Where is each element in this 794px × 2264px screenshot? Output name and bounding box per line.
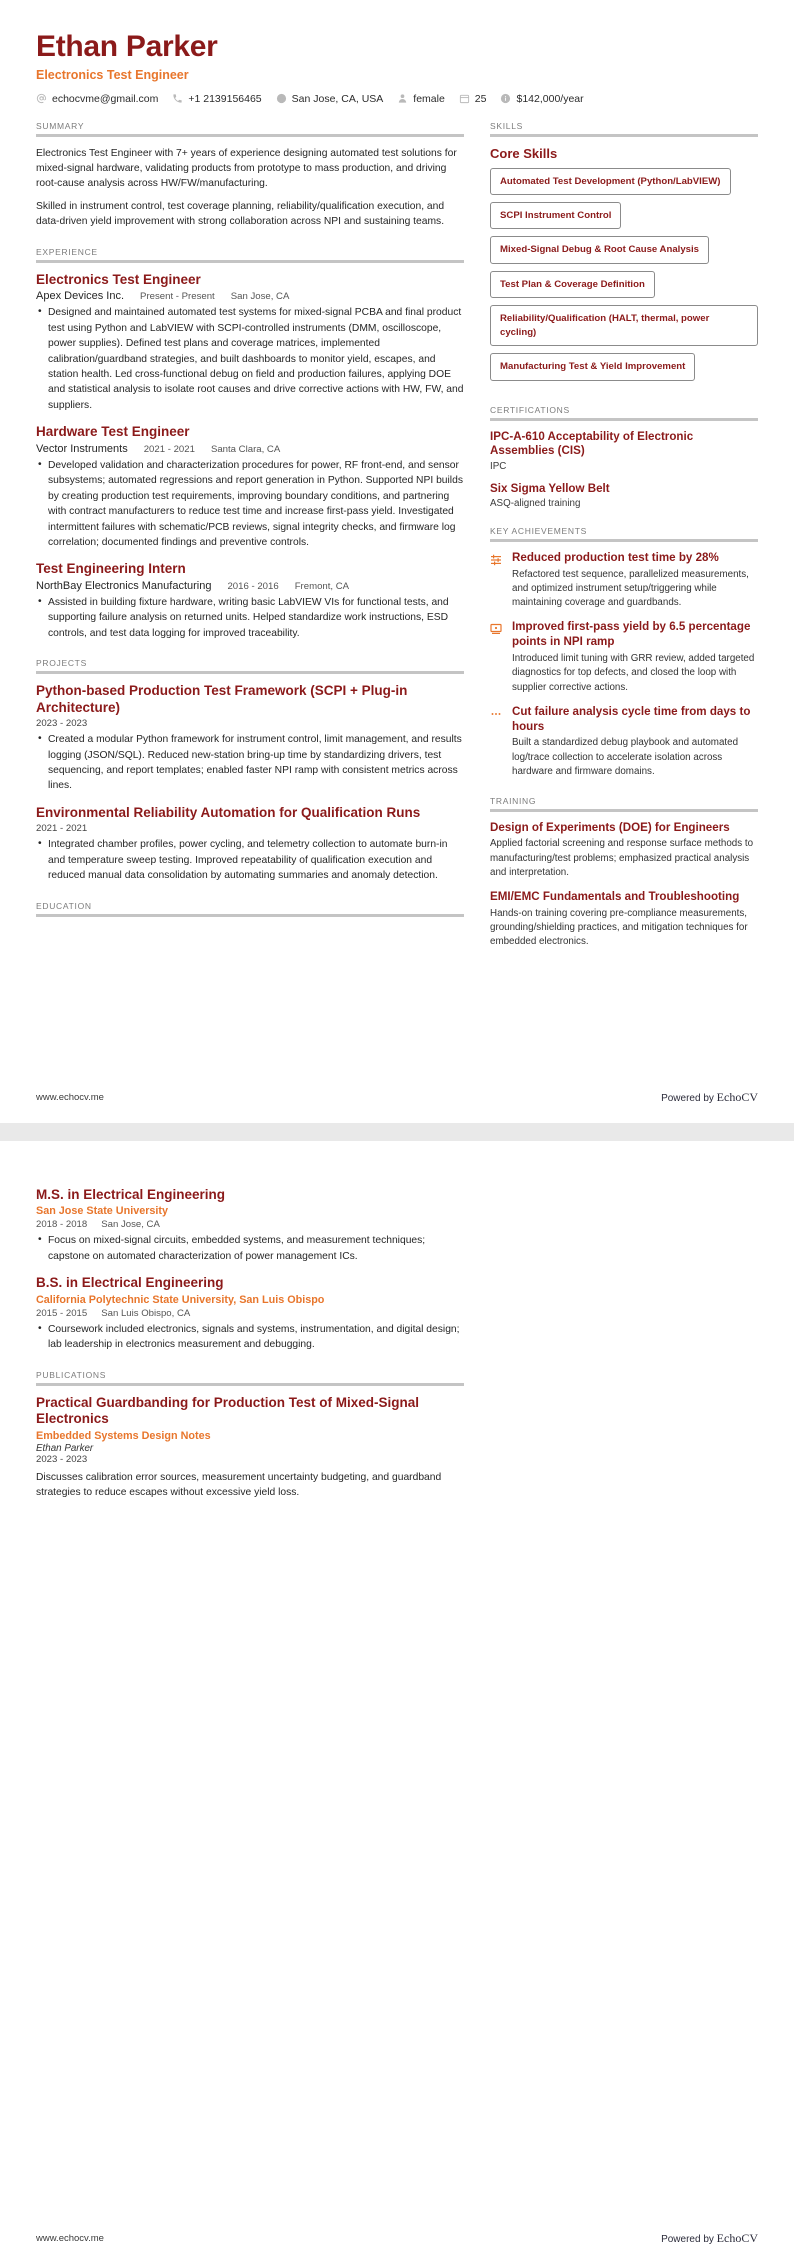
footer-brand — [661, 2231, 758, 2246]
contact-phone[interactable] — [172, 93, 261, 105]
section-education-heading — [36, 901, 464, 917]
bullet: • Created a modular Python framework for instrument control, limit management, and results logging (JSON/SQL). Reduced new-station bring-up time by standardizing drivers, test sequencing, and report templates; enabled faster NPI ramp with consistent metrics across lines. — [36, 732, 464, 794]
left-column-page2 — [36, 1187, 464, 1518]
contact-email[interactable] — [36, 93, 158, 105]
experience-company: Apex Devices Inc. — [36, 290, 125, 303]
section-title-education: EDUCATION — [36, 900, 92, 911]
calendar-icon — [459, 93, 470, 104]
section-title-experience: EXPERIENCE — [36, 246, 98, 257]
training-item — [490, 890, 758, 949]
education-bullets — [36, 1322, 464, 1353]
candidate-name: Ethan Parker — [36, 30, 218, 63]
education-dates: 2015 - 2015 — [36, 1307, 88, 1319]
location-icon — [276, 93, 287, 104]
section-title-training: TRAINING — [490, 795, 537, 806]
bullet: • Designed and maintained automated test systems for mixed-signal PCBA and final product test using Python and LabVIEW with SCPI-controlled instruments (DMM, oscilloscope, power supplies). Defined test plans and coverage matrices, implemented calibration/guardband strategies, and built dashboards to monitor yield, escapes, and station health. Led cross-functional debug on field and production failures, applying DOE and statistical analysis to isolate root causes and drive corrective actions with HW, FW, and suppliers. — [36, 305, 464, 413]
contact-age-text: 25 — [474, 92, 487, 105]
section-projects — [36, 658, 464, 883]
project-dates: 2023 - 2023 — [36, 718, 88, 730]
experience-dates: Present - Present — [140, 291, 215, 303]
resume-page-2 — [0, 1141, 794, 2264]
education-bullets — [36, 1233, 464, 1264]
education-entry — [36, 1275, 464, 1352]
contact-row — [36, 93, 758, 105]
skill-tag-list — [490, 168, 758, 388]
email-icon — [36, 93, 47, 104]
footer-brand-name: EchoCV — [716, 2230, 758, 2245]
summary-paragraph-2: Skilled in instrument control, test coverage planning, reliability/qualification execution, and data-driven yield improvement with strong collaboration across NPI and sustaining teams. — [36, 200, 445, 228]
project-title: Python-based Production Test Framework (SCPI + Plug-in Architecture) — [36, 683, 408, 715]
achievement-item — [490, 620, 758, 694]
phone-icon — [172, 93, 183, 104]
section-rule — [490, 809, 758, 812]
project-entry — [36, 683, 464, 794]
training-title: Design of Experiments (DOE) for Engineers — [490, 820, 730, 834]
certification-item — [490, 482, 758, 509]
education-school: California Polytechnic State University, San Luis Obispo — [36, 1293, 325, 1306]
achievement-description: Built a standardized debug playbook and automated log/trace collection to accelerate isolation across hardware and firmware domains. — [512, 737, 739, 777]
footer-website[interactable]: www.echocv.me — [36, 1091, 104, 1103]
experience-company: NorthBay Electronics Manufacturing — [36, 579, 212, 592]
skill-tag[interactable]: SCPI Instrument Control — [490, 202, 621, 229]
education-degree: B.S. in Electrical Engineering — [36, 1275, 224, 1291]
contact-gender-text: female — [413, 92, 445, 105]
contact-location-text: San Jose, CA, USA — [291, 92, 384, 105]
training-item — [490, 821, 758, 880]
project-dates: 2021 - 2021 — [36, 823, 88, 835]
section-education — [36, 1187, 464, 1353]
training-title: EMI/EMC Fundamentals and Troubleshooting — [490, 890, 740, 904]
skill-tag[interactable]: Reliability/Qualification (HALT, thermal, power cycling) — [490, 305, 758, 346]
achievement-item — [490, 551, 758, 610]
certification-name: IPC-A-610 Acceptability of Electronic Assemblies (CIS) — [490, 429, 694, 458]
resume-header — [36, 30, 758, 105]
achievement-description: Refactored test sequence, parallelized measurements, and optimized instrument setup/triggering while maintaining coverage and guardbands. — [512, 568, 749, 609]
section-title-projects: PROJECTS — [36, 658, 87, 669]
project-entry — [36, 805, 464, 884]
experience-dates: 2016 - 2016 — [227, 580, 279, 592]
page-gap — [0, 1123, 794, 1141]
footer-powered-prefix: Powered by — [661, 2233, 717, 2245]
skill-group-title: Core Skills — [490, 145, 558, 161]
project-bullets — [36, 732, 464, 794]
section-title-key-achievements: KEY ACHIEVEMENTS — [490, 526, 588, 536]
publication-journal: Embedded Systems Design Notes — [36, 1429, 211, 1442]
section-rule — [490, 539, 758, 542]
section-title-publications: PUBLICATIONS — [36, 1369, 107, 1380]
skill-tag[interactable]: Manufacturing Test & Yield Improvement — [490, 353, 695, 380]
section-rule — [36, 260, 464, 263]
experience-entry — [36, 561, 464, 641]
experience-subline — [36, 290, 464, 302]
achievement-item — [490, 705, 758, 779]
dots-icon — [490, 705, 504, 725]
bullet: • Integrated chamber profiles, power cycling, and telemetry collection to automate burn-in and temperature sweep testing. Improved repeatability of qualification execution and reduced manual data consolidation by automating summaries and anomaly detection. — [36, 837, 464, 883]
section-rule — [490, 134, 758, 137]
bullet: • Developed validation and characterization procedures for power, RF front-end, and sensor subsystems; automated regressions and report generation in Python. Supported NPI builds by creating production test requirements, improving boundary conditions, and partnering with contract manufacturers to reduce test time and increase first-pass yield. Investigated intermittent failures with schematic/PCB reviews, signal integrity checks, and firmware log correlation; documented findings and preventive controls. — [36, 458, 464, 551]
section-title-skills: SKILLS — [490, 120, 524, 131]
project-bullets — [36, 837, 464, 883]
education-subline — [36, 1219, 464, 1230]
footer-website[interactable]: www.echocv.me — [36, 2232, 104, 2244]
publication-description: Discusses calibration error sources, measurement uncertainty budgeting, and guardband strategies to reduce escapes without excessive yield loss. — [36, 1471, 442, 1499]
contact-phone-text: +1 2139156465 — [188, 92, 262, 105]
candidate-headline: Electronics Test Engineer — [36, 67, 189, 82]
bullet: • Focus on mixed-signal circuits, embedded systems, and measurement techniques; capstone on automated characterization of power management ICs. — [36, 1233, 464, 1264]
section-key-achievements — [490, 526, 758, 779]
bullet: • Assisted in building fixture hardware, writing basic LabVIEW VIs for functional tests, and supporting failure analysis on returned units. Helped standardize work instructions, ESD controls, and test data logging for improved traceability. — [36, 595, 464, 641]
person-icon — [397, 93, 408, 104]
section-training — [490, 796, 758, 949]
education-dates: 2018 - 2018 — [36, 1219, 88, 1231]
contact-gender — [397, 93, 445, 105]
bullet: • Coursework included electronics, signals and systems, instrumentation, and digital design; lab leadership in electronics measurement and debugging. — [36, 1322, 464, 1353]
experience-subline — [36, 443, 464, 455]
achievement-title: Improved first-pass yield by 6.5 percentage points in NPI ramp — [512, 620, 751, 649]
experience-company: Vector Instruments — [36, 442, 128, 455]
education-entry — [36, 1187, 464, 1264]
training-description: Hands-on training covering pre-compliance measurements, grounding/shielding practices, and mitigation techniques for embedded electronics. — [490, 907, 748, 947]
skill-tag[interactable]: Mixed-Signal Debug & Root Cause Analysis — [490, 236, 709, 263]
project-title: Environmental Reliability Automation for Qualification Runs — [36, 804, 421, 820]
experience-bullets — [36, 305, 464, 413]
footer-brand — [661, 1090, 758, 1105]
monitor-icon — [490, 620, 504, 640]
publication-entry — [36, 1395, 464, 1501]
section-rule — [36, 914, 464, 917]
right-column — [490, 121, 758, 967]
experience-bullets — [36, 458, 464, 551]
section-title-summary: SUMMARY — [36, 120, 85, 131]
certification-org: ASQ-aligned training — [490, 498, 581, 509]
publication-title: Practical Guardbanding for Production Test of Mixed-Signal Electronics — [36, 1394, 420, 1427]
list-settings-icon — [490, 551, 504, 571]
education-subline — [36, 1308, 464, 1319]
experience-location: Fremont, CA — [294, 580, 350, 592]
achievement-description: Introduced limit tuning with GRR review, added targeted diagnostics for top defects, and closed the loop with supplier corrective actions. — [512, 653, 755, 693]
section-title-certifications: CERTIFICATIONS — [490, 404, 570, 415]
section-skills — [490, 121, 758, 388]
resume-page-1 — [0, 0, 794, 1123]
section-rule — [490, 418, 758, 421]
achievement-title: Reduced production test time by 28% — [512, 551, 719, 564]
publication-author: Ethan Parker — [36, 1442, 94, 1454]
experience-dates: 2021 - 2021 — [143, 443, 195, 455]
section-experience — [36, 247, 464, 641]
experience-title: Electronics Test Engineer — [36, 271, 201, 287]
page-footer — [0, 2212, 794, 2264]
page-footer — [0, 1071, 794, 1123]
section-rule — [36, 134, 464, 137]
certification-name: Six Sigma Yellow Belt — [490, 481, 610, 495]
contact-salary-text: $142,000/year — [516, 92, 584, 105]
salary-icon — [500, 93, 511, 104]
experience-title: Hardware Test Engineer — [36, 424, 190, 440]
section-certifications — [490, 405, 758, 509]
section-publications — [36, 1370, 464, 1501]
experience-entry — [36, 424, 464, 550]
skill-tag[interactable]: Automated Test Development (Python/LabVIEW) — [490, 168, 731, 195]
education-location: San Luis Obispo, CA — [101, 1307, 191, 1319]
achievement-title: Cut failure analysis cycle time from days to hours — [512, 704, 751, 733]
skill-tag[interactable]: Test Plan & Coverage Definition — [490, 271, 655, 298]
education-school: San Jose State University — [36, 1205, 169, 1218]
experience-entry — [36, 272, 464, 414]
education-degree: M.S. in Electrical Engineering — [36, 1187, 226, 1202]
experience-location: San Jose, CA — [230, 291, 290, 303]
contact-salary — [500, 93, 583, 105]
section-rule — [36, 671, 464, 674]
publication-dates: 2023 - 2023 — [36, 1453, 88, 1465]
certification-org: IPC — [490, 460, 507, 472]
footer-powered-prefix: Powered by — [661, 1092, 717, 1104]
training-description: Applied factorial screening and response surface methods to manufacturing/test problems; emphasized practical analysis and interpretation. — [490, 838, 754, 878]
summary-paragraph-1: Electronics Test Engineer with 7+ years of experience designing automated test solutions for mixed-signal hardware, validating products from prototype to mass production, and driving root-cause analysis across HW/FW/manufacturing. — [36, 147, 457, 190]
education-location: San Jose, CA — [101, 1219, 160, 1231]
section-summary — [36, 121, 464, 230]
experience-subline — [36, 580, 464, 592]
contact-age — [459, 93, 487, 105]
certification-item — [490, 430, 758, 472]
experience-title: Test Engineering Intern — [36, 561, 186, 577]
experience-location: Santa Clara, CA — [210, 443, 281, 455]
footer-brand-name: EchoCV — [716, 1089, 758, 1104]
contact-location — [276, 93, 384, 105]
contact-email-text: echocvme@gmail.com — [52, 92, 159, 105]
left-column — [36, 121, 464, 934]
experience-bullets — [36, 595, 464, 641]
section-rule — [36, 1383, 464, 1386]
